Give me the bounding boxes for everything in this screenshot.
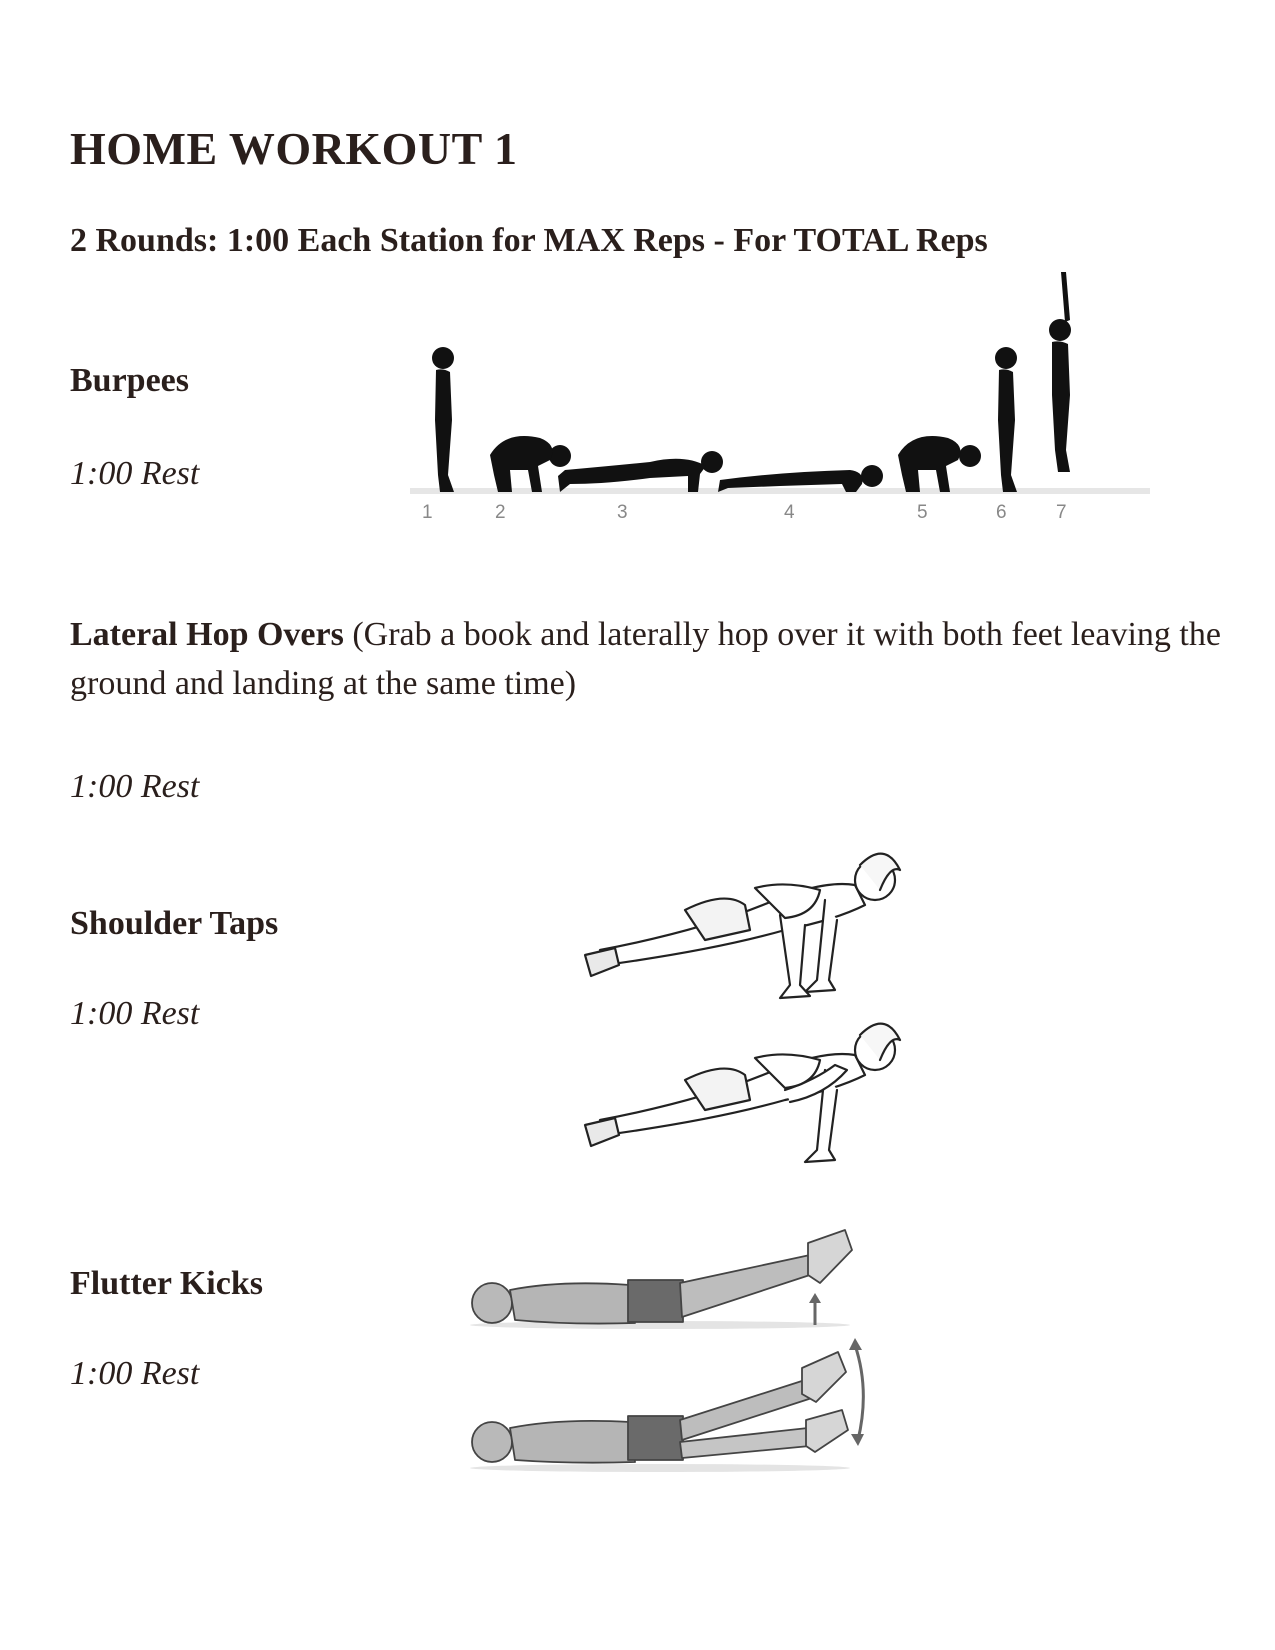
exercise-name-flutter-kicks: Flutter Kicks xyxy=(70,1265,263,1302)
workout-subtitle: 2 Rounds: 1:00 Each Station for MAX Reps - For TOTAL Reps xyxy=(70,222,988,259)
flutter-kicks-illustration xyxy=(470,1225,890,1495)
burpee-step-label: 1 xyxy=(422,502,433,523)
burpee-step-label: 2 xyxy=(495,502,506,523)
flutter-kick-upper-figure xyxy=(470,1230,852,1329)
burpee-step-label: 3 xyxy=(617,502,628,523)
floor-line xyxy=(410,488,1150,494)
exercise-name-shoulder-taps: Shoulder Taps xyxy=(70,905,279,942)
exercise-name-burpees: Burpees xyxy=(70,362,189,399)
rest-label-flutter-kicks: 1:00 Rest xyxy=(70,1355,200,1392)
page-title: HOME WORKOUT 1 xyxy=(70,123,518,174)
burpee-step-7-figure xyxy=(1049,272,1071,472)
shoulder-tap-plank-figure xyxy=(585,854,900,998)
exercise-description-lateral-hop-overs: (Grab a book and laterally hop over it with both feet leaving the ground and landing at the same time) xyxy=(70,616,1221,702)
shoulder-taps-illustration xyxy=(585,830,925,1190)
burpee-step-6-figure xyxy=(995,347,1017,492)
burpee-sequence-illustration xyxy=(410,270,1150,550)
burpee-step-5-figure xyxy=(898,436,981,492)
burpee-step-4-figure xyxy=(718,465,883,492)
burpee-step-label: 4 xyxy=(784,502,795,523)
exercise-block-lateral-hop-overs xyxy=(70,610,1230,708)
burpee-step-3-figure xyxy=(558,451,723,492)
burpee-step-label: 5 xyxy=(917,502,928,523)
burpee-step-2-figure xyxy=(490,436,571,492)
burpee-step-label: 7 xyxy=(1056,502,1067,523)
exercise-name-lateral-hop-overs: Lateral Hop Overs xyxy=(70,616,344,653)
shoulder-tap-touch-figure xyxy=(585,1024,900,1162)
rest-label-lateral-hop-overs: 1:00 Rest xyxy=(70,768,200,805)
burpee-step-1-figure xyxy=(432,347,454,492)
rest-label-burpees: 1:00 Rest xyxy=(70,455,200,492)
rest-label-shoulder-taps: 1:00 Rest xyxy=(70,995,200,1032)
flutter-kick-lower-figure xyxy=(470,1338,864,1472)
burpee-step-label: 6 xyxy=(996,502,1007,523)
